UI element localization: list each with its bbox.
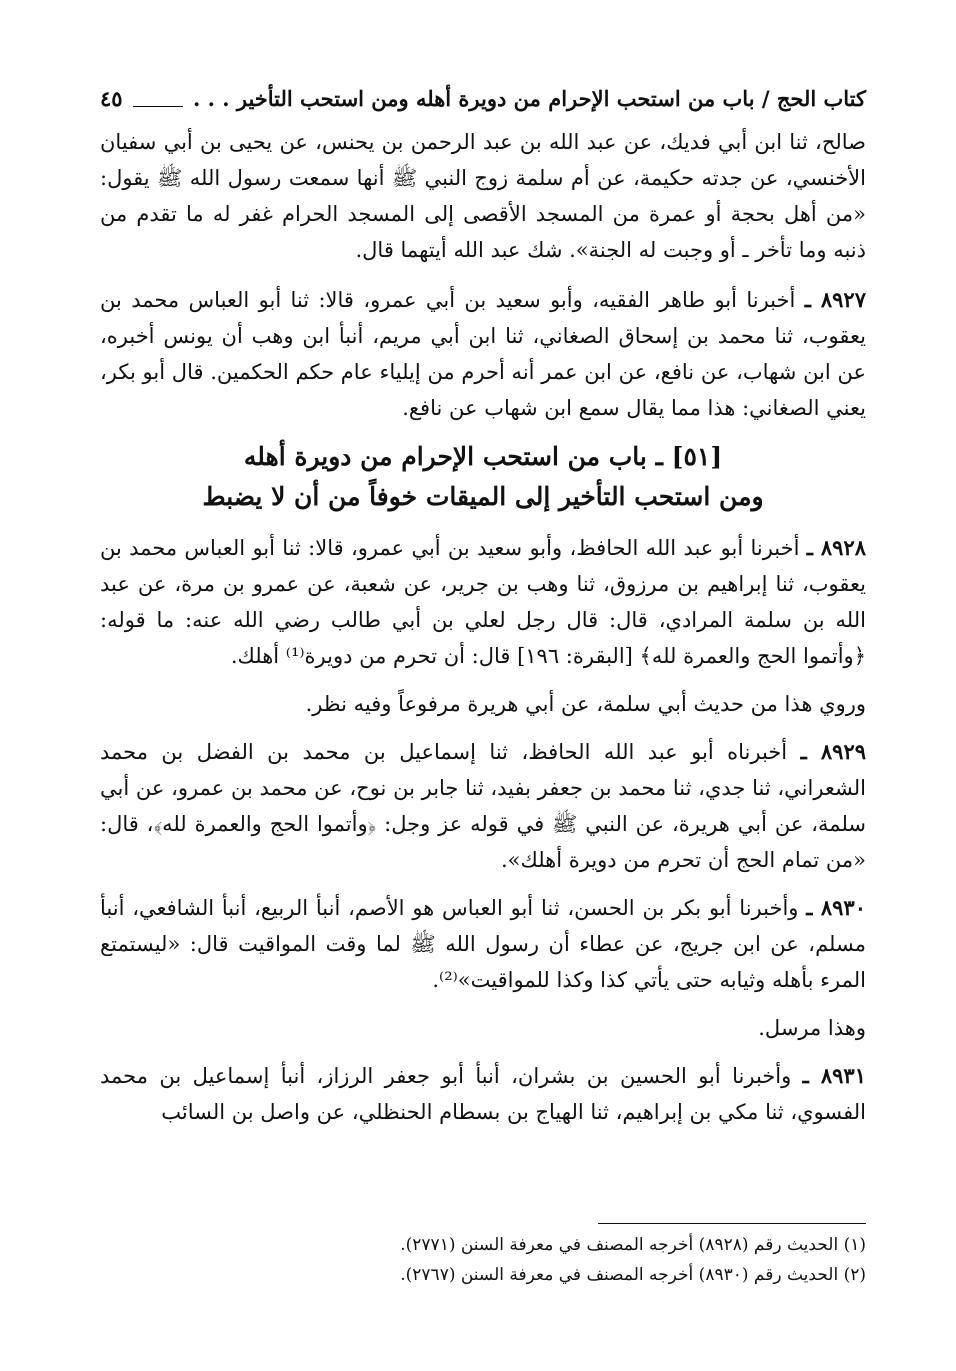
hadith-number: ٨٩٢٩ ـ xyxy=(800,739,867,764)
paragraph-text: وأخبرنا أبو بكر بن الحسن، ثنا أبو العباس هو الأصم، أنبأ الربيع، أنبأ الشافعي، أنبأ مسلم، عن ابن جريج، عن عطاء أن رسول الله ﷺ لما وقت المواقيت قال: «ليستمتع المرء بأهله وثيابه حتى يأتي كذا وكذا للمواقيت»⁽²⁾. xyxy=(100,896,866,992)
footnote-1: (١) الحديث رقم (٨٩٢٨) أخرجه المصنف في معرفة السنن (٢٧٧١). xyxy=(400,1235,866,1255)
hadith-number: ٨٩٣١ ـ xyxy=(802,1063,866,1088)
header-rule xyxy=(133,106,183,107)
paragraph-text: أخبرنا أبو عبد الله الحافظ، وأبو سعيد بن أبي عمرو، قالا: ثنا أبو العباس محمد بن يعقوب، ثنا إبراهيم بن مرزوق، ثنا وهب بن جرير، عن شعبة، عن عمرو بن مرة، عن عبد الله بن سلمة المرادي، قال: قال رجل لعلي بن أبي طالب رضي الله عنه: ما قوله: ﴿وأتموا الحج والعمرة لله﴾ [البقرة: ١٩٦] قال: أن تحرم من دويرة⁽¹⁾ أهلك. xyxy=(100,536,866,668)
hadith-8930 xyxy=(100,890,866,998)
paragraph-text: أخبرناه أبو عبد الله الحافظ، ثنا إسماعيل بن محمد بن الفضل بن محمد الشعراني، ثنا جدي، ثنا محمد بن جعفر بفيد، ثنا جابر بن نوح، عن محمد بن عمرو، عن أبي سلمة، عن أبي هريرة، عن النبي ﷺ في قوله عز وجل: ﴿وأتموا الحج والعمرة لله﴾، قال: «من تمام الحج أن تحرم من دويرة أهلك». xyxy=(100,740,866,872)
hadith-8931 xyxy=(100,1058,866,1130)
hadith-number: ٨٩٣٠ ـ xyxy=(806,895,866,920)
chapter-heading-line2: ومن استحب التأخير إلى الميقات خوفاً من أن لا يضبط xyxy=(202,482,764,511)
footnote-2: (٢) الحديث رقم (٨٩٣٠) أخرجه المصنف في معرفة السنن (٢٧٦٧). xyxy=(400,1265,866,1285)
running-header-title: كتاب الحج / باب من استحب الإحرام من دويرة أهله ومن استحب التأخير . . . xyxy=(193,86,866,111)
hadith-number: ٨٩٢٨ ـ xyxy=(806,535,866,560)
paragraph-text: وهذا مرسل. xyxy=(758,1016,866,1040)
page-number: ٤٥ xyxy=(100,86,123,111)
paragraph-text: صالح، ثنا ابن أبي فديك، عن عبد الله بن عبد الرحمن بن يحنس، عن يحيى بن أبي سفيان الأخنسي، عن جدته حكيمة، عن أم سلمة زوج النبي ﷺ أنها سمعت رسول الله ﷺ يقول: «من أهل بحجة أو عمرة من المسجد الأقصى إلى المسجد الحرام غفر له ما تقدم من ذنبه وما تأخر ـ أو وجبت له الجنة». شك عبد الله أيتهما قال. xyxy=(100,130,866,262)
footnote-separator xyxy=(598,1223,866,1224)
page-body xyxy=(100,124,866,1142)
comment-paragraph xyxy=(100,686,866,722)
paragraph-text: أخبرنا أبو طاهر الفقيه، وأبو سعيد بن أبي عمرو، قالا: ثنا أبو العباس محمد بن يعقوب، ثنا محمد بن إسحاق الصغاني، ثنا ابن أبي مريم، أنبأ ابن وهب أن يونس أخبره، عن ابن شهاب، عن نافع، عن ابن عمر أنه أحرم من إيلياء عام حكم الحكمين. قال أبو بكر، يعني الصغاني: هذا مما يقال سمع ابن شهاب عن نافع. xyxy=(100,288,866,420)
paragraph-text: وأخبرنا أبو الحسين بن بشران، أنبأ أبو جعفر الرزاز، أنبأ إسماعيل بن محمد الفسوي، ثنا مكي بن إبراهيم، ثنا الهياج بن بسطام الحنظلي، عن واصل بن السائب xyxy=(100,1064,866,1124)
hadith-8929 xyxy=(100,734,866,878)
chapter-heading xyxy=(100,438,866,516)
running-header xyxy=(100,84,866,114)
hadith-8928 xyxy=(100,530,866,674)
comment-paragraph xyxy=(100,1010,866,1046)
hadith-number: ٨٩٢٧ ـ xyxy=(804,287,866,312)
hadith-8927 xyxy=(100,282,866,426)
paragraph-continuation xyxy=(100,124,866,268)
paragraph-text: وروي هذا من حديث أبي سلمة، عن أبي هريرة مرفوعاً وفيه نظر. xyxy=(305,692,866,716)
footnotes xyxy=(100,1230,866,1290)
chapter-heading-line1: [٥١] ـ باب من استحب الإحرام من دويرة أهله xyxy=(243,442,723,471)
